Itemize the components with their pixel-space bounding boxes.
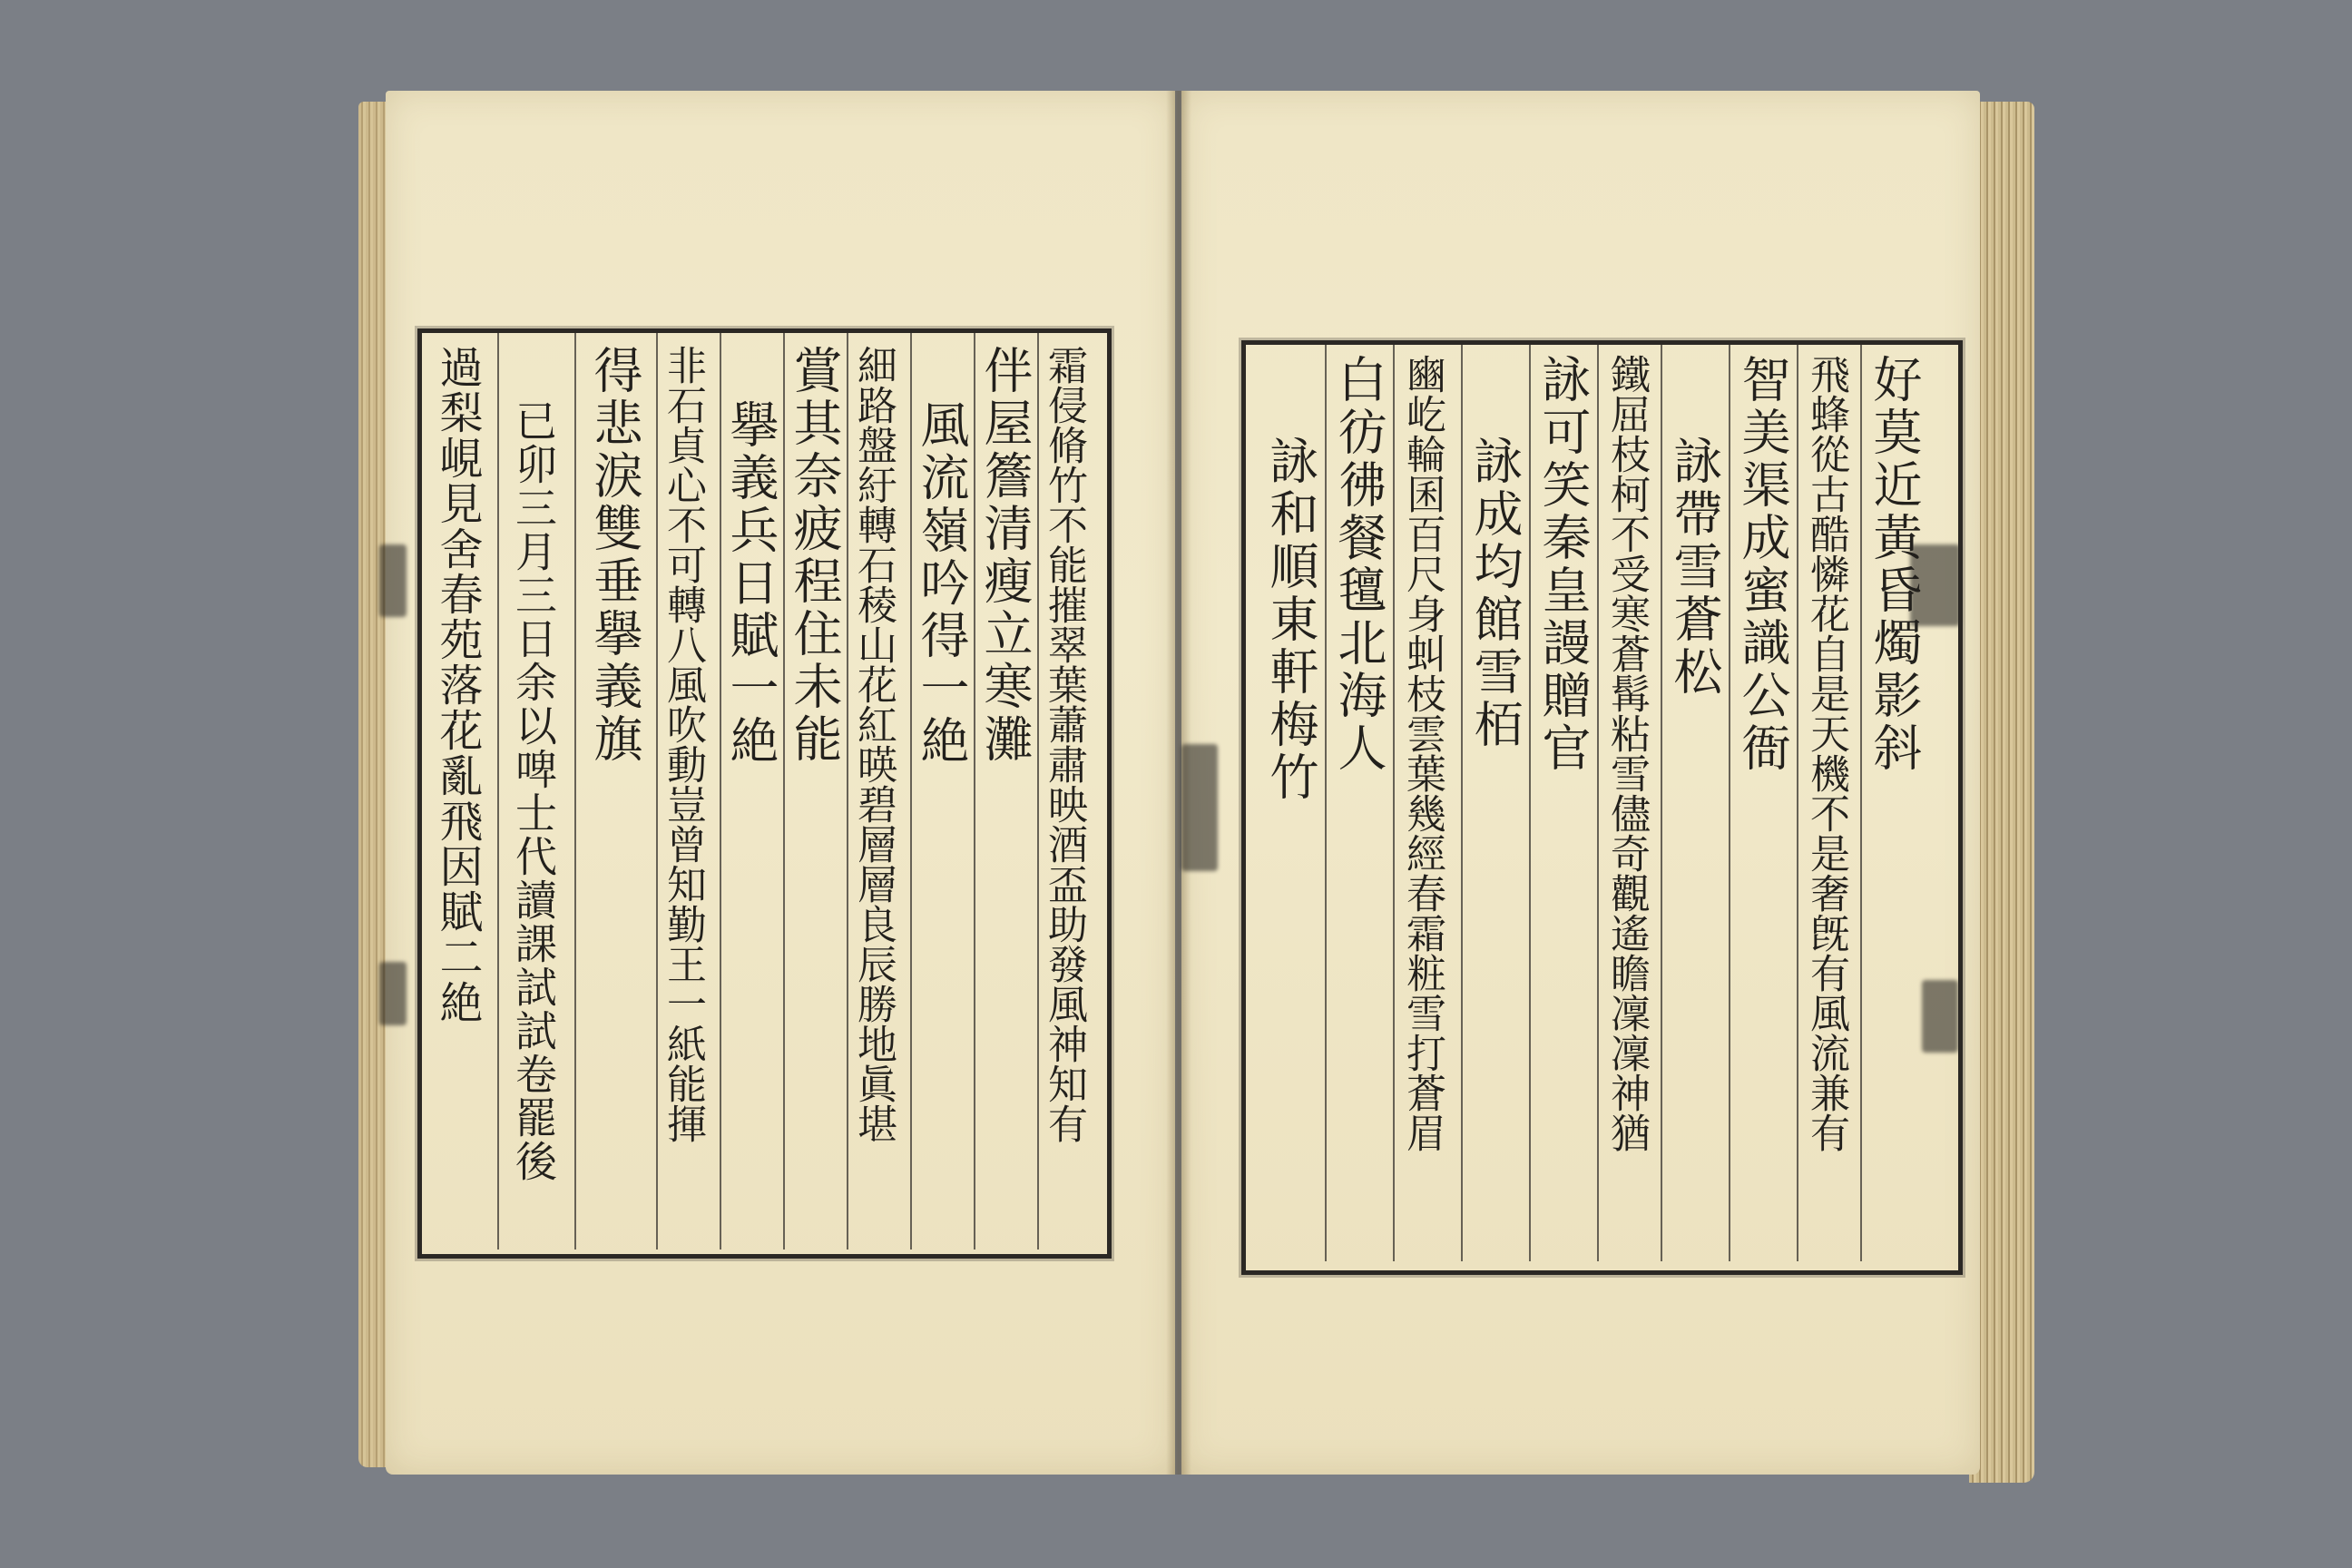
edge-stain (379, 544, 407, 617)
column-rule (574, 333, 576, 1250)
column-rule (497, 333, 499, 1250)
text-column-title: 詠帶雪蒼松 (1666, 436, 1723, 699)
column-rule (1860, 345, 1862, 1261)
text-column: 細路盤紆轉石稜山花紅暎碧層層良辰勝地眞堪 (850, 345, 897, 1143)
column-rule (656, 333, 658, 1250)
text-column: 詠可笑秦皇謾贈官 (1534, 354, 1592, 775)
text-column-title: 風流嶺吟得一絶 (913, 399, 970, 768)
column-rule (1661, 345, 1662, 1261)
text-column: 非石貞心不可轉八風吹動豈曾知勤王一紙能揮 (660, 345, 706, 1143)
column-rule (1325, 345, 1327, 1261)
text-column-title: 擧義兵日賦一絶 (722, 399, 779, 768)
column-rule (974, 333, 975, 1250)
column-rule (1797, 345, 1798, 1261)
column-rule (1597, 345, 1599, 1261)
column-rule (910, 333, 912, 1250)
text-column: 好莫近黃昏燭影斜 (1866, 354, 1923, 775)
text-column: 鐵屈枝柯不受寒蒼髯粘雪儘奇觀遙瞻凜凜神猶 (1603, 354, 1650, 1152)
text-column-title: 詠和順東軒梅竹 (1262, 436, 1319, 804)
fold-center-mark (1181, 744, 1218, 871)
column-rule (720, 333, 721, 1250)
text-column: 白彷彿餐氊北海人 (1330, 354, 1387, 775)
column-rule (1037, 333, 1039, 1250)
text-column-title: 詠成均館雪栢 (1466, 436, 1524, 751)
text-column: 過梨峴見舍春苑落花亂飛因賦二絶 (432, 345, 483, 1025)
text-column: 智美渠成蜜識公衙 (1734, 354, 1791, 775)
text-column: 已卯三月三日余以啤士代讀課試試卷罷後 (509, 399, 558, 1183)
text-column: 賞其奈疲程住未能 (786, 345, 843, 766)
text-column: 得悲淚雙垂擧義旗 (586, 345, 643, 766)
column-rule (1729, 345, 1730, 1261)
column-rule (1393, 345, 1395, 1261)
column-rule (783, 333, 785, 1250)
edge-stain (379, 962, 407, 1025)
text-column: 伴屋簷清瘦立寒灘 (976, 345, 1034, 766)
text-column: 霜侵脩竹不能摧翠葉蕭肅映酒盃助發風神知有 (1041, 345, 1087, 1143)
text-column: 豳屹輪囷百尺身虯枝雲葉幾經春霜粧雪打蒼眉 (1399, 354, 1446, 1152)
column-rule (1461, 345, 1463, 1261)
column-rule (1529, 345, 1531, 1261)
text-column: 飛蜂從古酷憐花自是天機不是奢旣有風流兼有 (1803, 354, 1849, 1152)
column-rule (847, 333, 848, 1250)
